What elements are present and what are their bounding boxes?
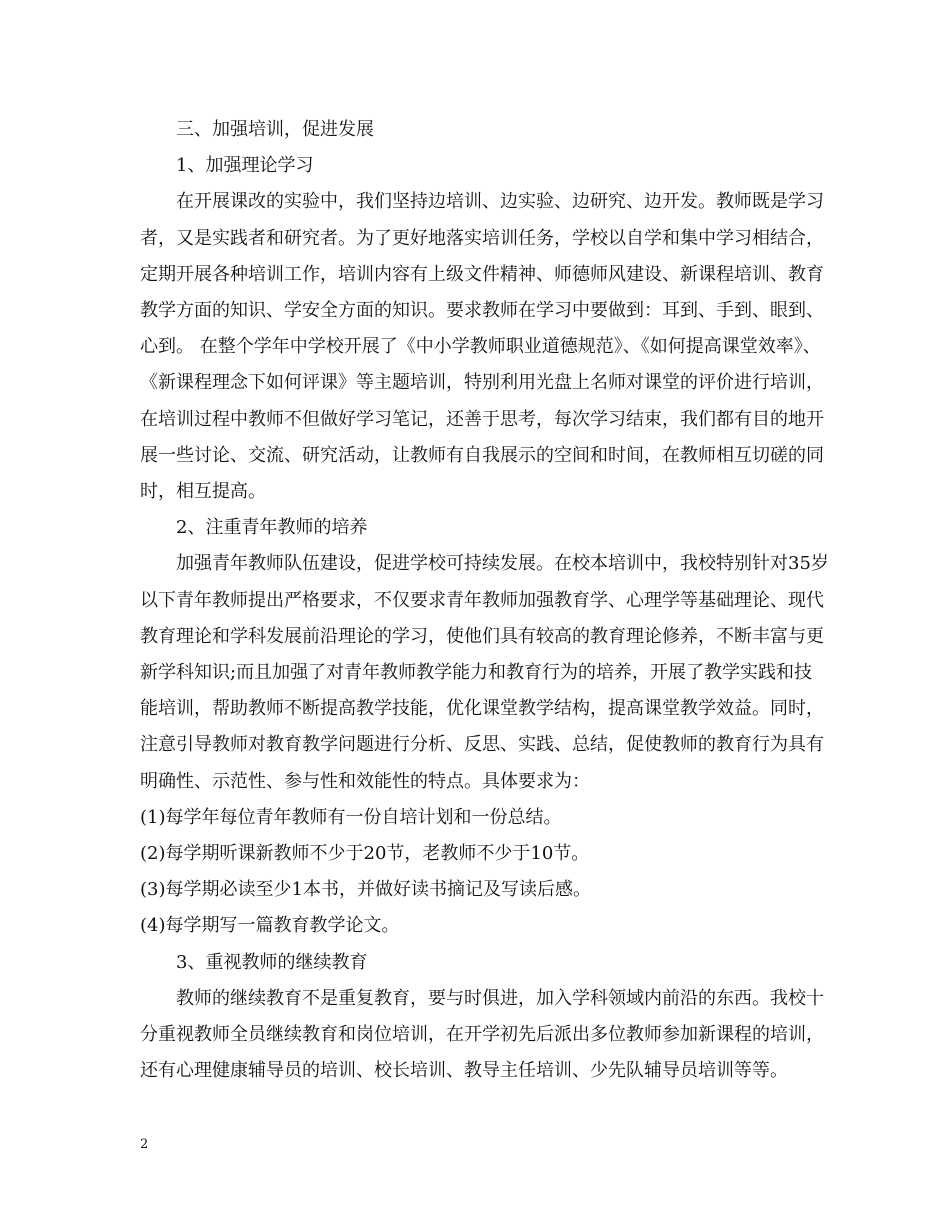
page-number: 2 bbox=[140, 1137, 149, 1152]
subsection-heading-3: 3、重视教师的继续教育 bbox=[176, 951, 368, 973]
section-heading: 三、加强培训，促进发展 bbox=[176, 119, 374, 140]
requirement-item-4: (4)每学期写一篇教育教学论文。 bbox=[140, 915, 400, 937]
requirement-item-1: (1)每学年每位青年教师有一份自培计划和一份总结。 bbox=[140, 806, 562, 828]
requirement-item-2: (2)每学期听课新教师不少于20节，老教师不少于10节。 bbox=[140, 843, 590, 865]
paragraph-continuing-education: 教师的继续教育不是重复教育，要与时俱进，加入学科领域内前沿的东西。我校十分重视教师全员继续教育和岗位培训，在开学初先后派出多位教师参加新课程的培训，还有心理健康辅导员的培训、校长培训、教导主任培训、少先队辅导员培训等等。 bbox=[140, 987, 824, 1082]
subsection-heading-1: 1、加强理论学习 bbox=[176, 155, 314, 177]
paragraph-theory-study: 在开展课改的实验中，我们坚持边培训、边实验、边研究、边开发。教师既是学习者，又是实践者和研究者。为了更好地落实培训任务，学校以自学和集中学习相结合，定期开展各种培训工作，培训内容有上级文件精神、师德师风建设、新课程培训、教育教学方面的知识、学安全方面的知识。要求教师在学习中要做到：耳到、手到、眼到、心到。 在整个学年中学校开展了《中小学教师职业道德规范》、《如何提高课堂效率》、《新课程理念下如何评课》等主题培训，特别利用光盘上名师对课堂的评价进行培训，在培训过程中教师不但做好学习笔记，还善于思考，每次学习结束，我们都有目的地开展一些讨论、交流、研究活动，让教师有自我展示的空间和时间，在教师相互切磋的同时，相互提高。 bbox=[140, 191, 824, 503]
requirement-item-3: (3)每学期必读至少1本书，并做好读书摘记及写读后感。 bbox=[140, 879, 591, 901]
paragraph-young-teachers: 加强青年教师队伍建设，促进学校可持续发展。在校本培训中，我校特别针对35岁以下青年教师提出严格要求，不仅要求青年教师加强教育学、心理学等基础理论、现代教育理论和学科发展前沿理论的学习，使他们具有较高的教育理论修养，不断丰富与更新学科知识;而且加强了对青年教师教学能力和教育行为的培养，开展了教学实践和技能培训，帮助教师不断提高教学技能，优化课堂教学结构，提高课堂教学效益。同时，注意引导教师对教育教学问题进行分析、反思、实践、总结，促使教师的教育行为具有明确性、示范性、参与性和效能性的特点。具体要求为： bbox=[140, 553, 829, 792]
subsection-heading-2: 2、注重青年教师的培养 bbox=[176, 517, 368, 539]
document-body bbox=[140, 112, 830, 1089]
